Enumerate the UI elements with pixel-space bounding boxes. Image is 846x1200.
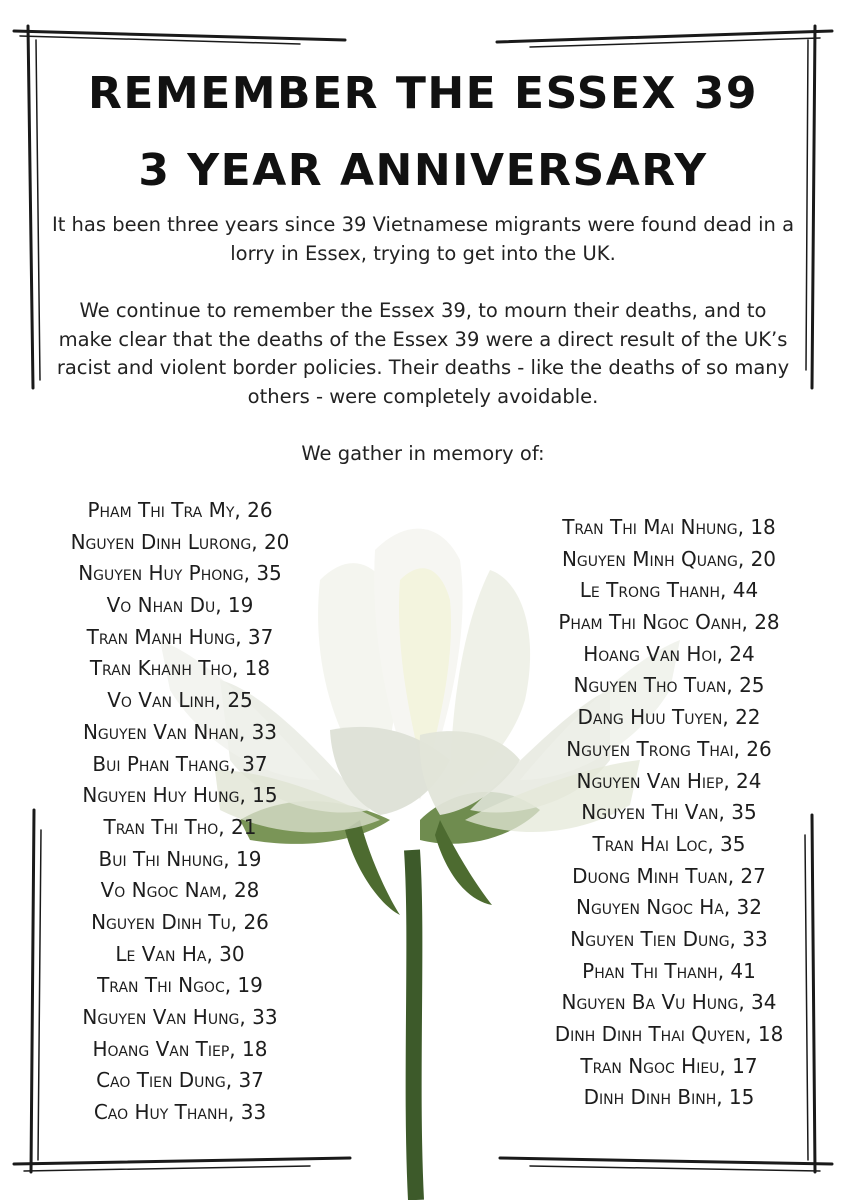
victim-name: Phan Thi Thanh, 41 <box>582 958 756 983</box>
victim-name: Pham Thi Ngoc Oanh, 28 <box>558 610 780 635</box>
victim-name: Dang Huu Tuyen, 22 <box>577 705 761 730</box>
intro-paragraph: It has been three years since 39 Vietnamese migrants were found dead in a lorry in Essex, trying to get into the UK. <box>51 213 795 265</box>
victim-name: Duong Minh Tuan, 27 <box>572 863 766 888</box>
victim-name: Le Van Ha, 30 <box>115 941 245 966</box>
names-list-left <box>40 495 320 1129</box>
victim-name: Bui Phan Thang, 37 <box>92 751 268 776</box>
victim-name: Nguyen Trong Thai, 26 <box>566 736 772 761</box>
victim-name: Vo Van Linh, 25 <box>107 688 253 713</box>
victim-name: Nguyen Van Hiep, 24 <box>576 768 762 793</box>
victim-name: Nguyen Van Nhan, 33 <box>82 719 278 744</box>
page-title: REMEMBER THE ESSEX 39 <box>87 68 759 119</box>
victim-name: Nguyen Tho Tuan, 25 <box>573 673 765 698</box>
page-subtitle: 3 YEAR ANNIVERSARY <box>138 145 708 196</box>
gather-line: We gather in memory of: <box>301 442 545 465</box>
victim-name: Tran Khanh Tho, 18 <box>89 656 271 681</box>
victim-name: Nguyen Dinh Tu, 26 <box>91 909 269 934</box>
victim-name: Nguyen Dinh Lurong, 20 <box>70 529 290 554</box>
victim-name: Dinh Dinh Thai Quyen, 18 <box>554 1022 784 1046</box>
names-list-right <box>528 512 810 1114</box>
victim-name: Vo Nhan Du, 19 <box>106 593 254 618</box>
victim-name: Cao Huy Thanh, 33 <box>93 1100 267 1125</box>
victim-name: Tran Thi Mai Nhung, 18 <box>562 515 776 539</box>
victim-name: Cao Tien Dung, 37 <box>96 1068 264 1093</box>
victim-name: Nguyen Ba Vu Hung, 34 <box>561 990 777 1015</box>
victim-name: Nguyen Minh Quang, 20 <box>561 546 777 571</box>
statement-paragraph: We continue to remember the Essex 39, to mourn their deaths, and to make clear that the deaths of the Essex 39 were a direct result of the UK’s racist and violent border policies. Their deaths - like the deaths of so many others - were completely avoidable. <box>56 299 790 408</box>
victim-name: Tran Hai Loc, 35 <box>592 831 746 856</box>
victim-name: Bui Thi Nhung, 19 <box>98 846 262 871</box>
victim-name: Nguyen Huy Hung, 15 <box>82 783 278 808</box>
victim-name: Le Trong Thanh, 44 <box>579 578 759 603</box>
victim-name: Tran Ngoc Hieu, 17 <box>580 1053 758 1078</box>
victim-name: Nguyen Ngoc Ha, 32 <box>575 895 763 920</box>
victim-name: Tran Thi Ngoc, 19 <box>97 973 263 998</box>
victim-name: Nguyen Tien Dung, 33 <box>570 926 768 951</box>
victim-name: Tran Manh Hung, 37 <box>86 624 274 649</box>
victim-name: Tran Thi Tho, 21 <box>103 814 257 839</box>
victim-name: Nguyen Huy Phong, 35 <box>78 561 282 586</box>
victim-name: Dinh Dinh Binh, 15 <box>583 1085 755 1110</box>
victim-name: Vo Ngoc Nam, 28 <box>100 878 260 903</box>
victim-name: Nguyen Van Hung, 33 <box>82 1005 278 1029</box>
victim-name: Pham Thi Tra My, 26 <box>87 498 273 522</box>
victim-name: Hoang Van Tiep, 18 <box>92 1036 268 1061</box>
victim-name: Hoang Van Hoi, 24 <box>583 641 755 666</box>
victim-name: Nguyen Thi Van, 35 <box>581 800 757 825</box>
